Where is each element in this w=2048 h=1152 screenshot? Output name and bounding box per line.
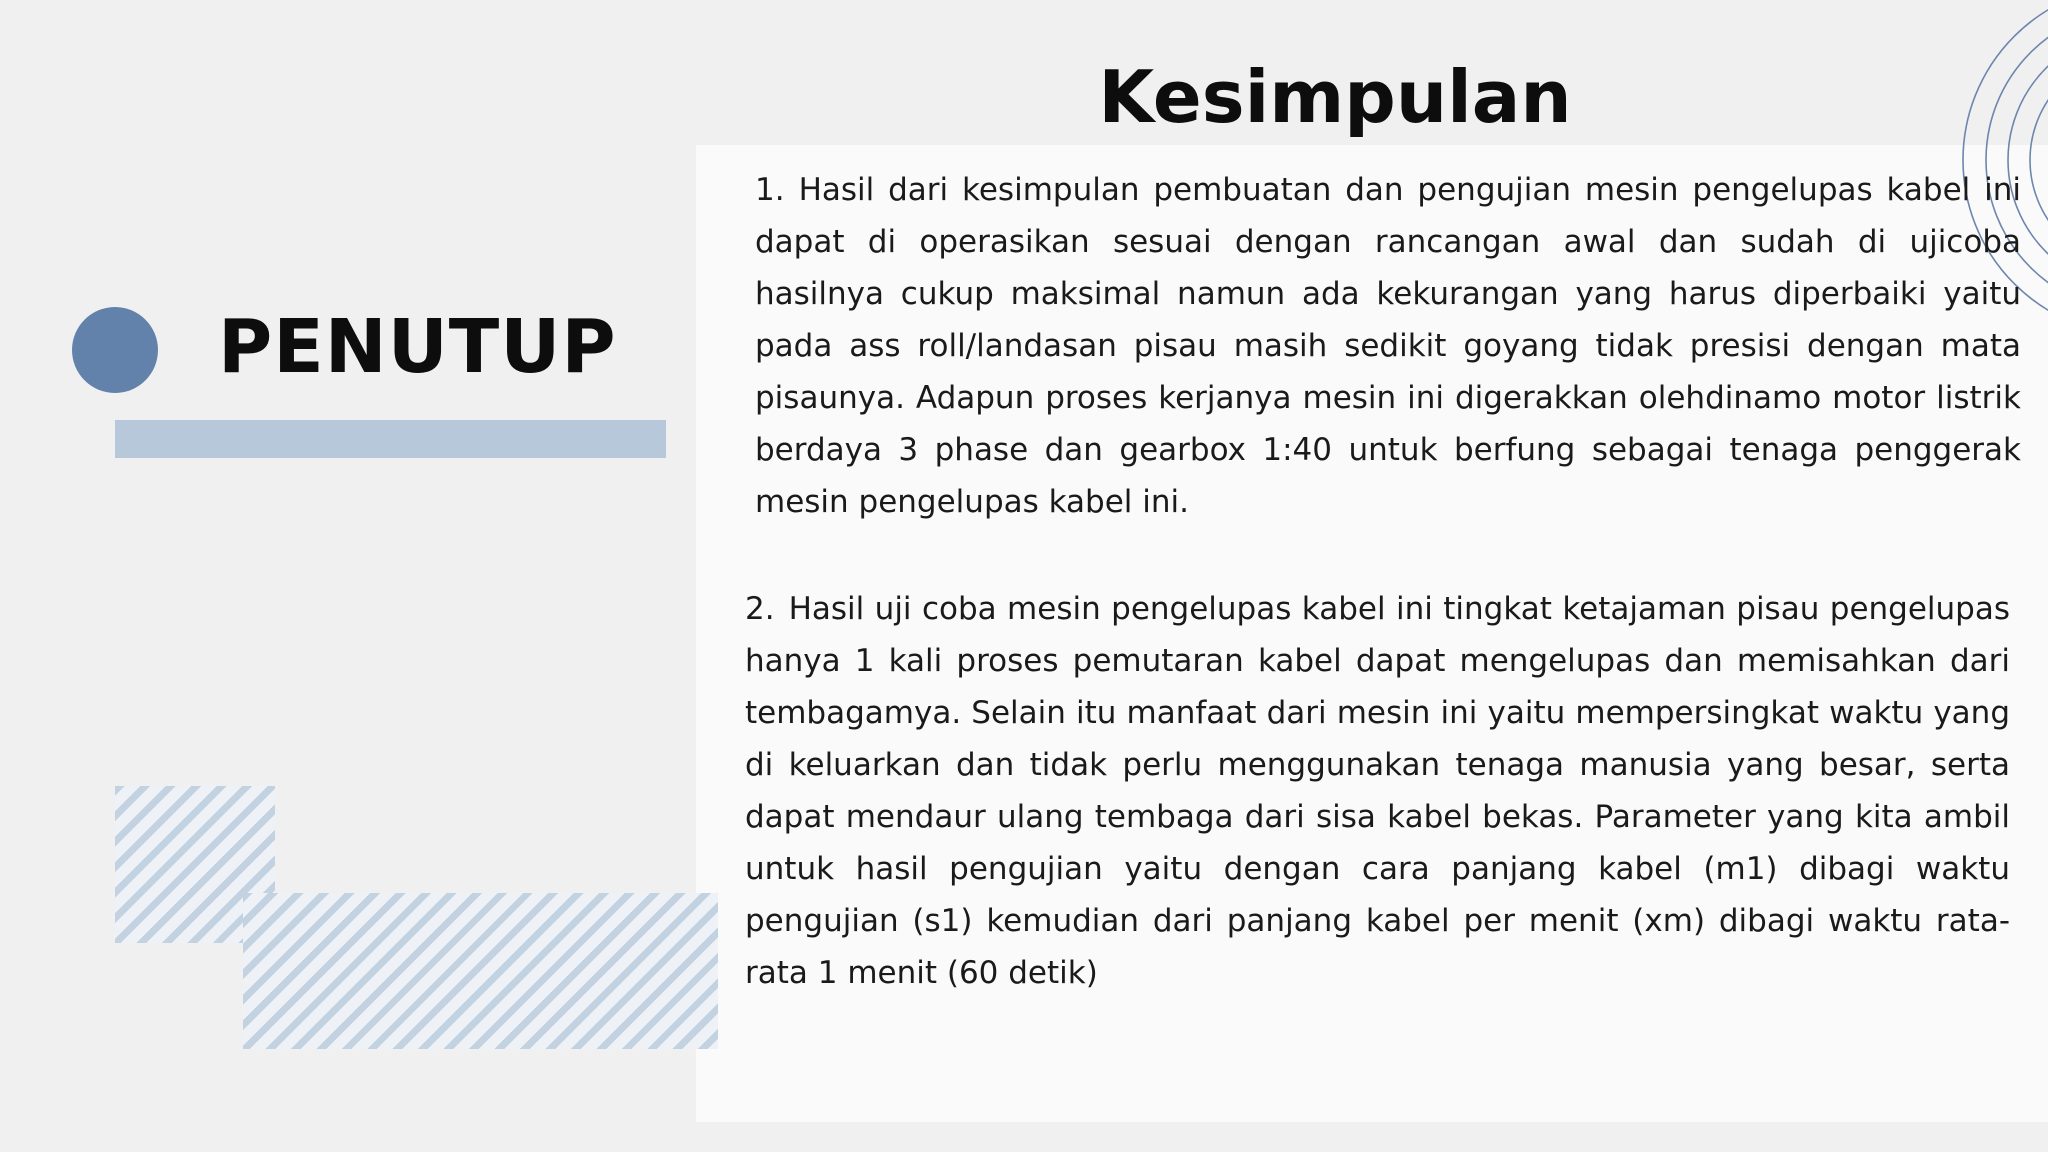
point-text: Hasil uji coba mesin pengelupas kabel ini tingkat ketajaman pisau pengelupas hanya 1 kali proses pemutaran kabel dapat mengelupas dan memisahkan dari tembagamya. Selain itu manfaat dari mesin ini yaitu mempersingkat waktu yang di keluarkan dan tidak perlu menggunakan tenaga manusia yang besar, serta dapat mendaur ulang tembaga dari sisa kabel bekas. Parameter yang kita ambil untuk hasil pengujian yaitu dengan cara panjang kabel (m1) dibagi waktu pengujian (s1) kemudian dari panjang kabel per menit (xm) dibagi waktu rata-rata 1 menit (60 detik) (745, 591, 2010, 991)
point-text: Hasil dari kesimpulan pembuatan dan pengujian mesin pengelupas kabel ini dapat di operasikan sesuai dengan rancangan awal dan sudah di ujicoba hasilnya cukup maksimal namun ada kekurangan yang harus diperbaiki yaitu pada ass roll/landasan pisau masih sedikit goyang tidak presisi dengan mata pisaunya. Adapun proses kerjanya mesin ini digerakkan olehdinamo motor listrik berdaya 3 phase dan gearbox 1:40 untuk berfung sebagai tenaga penggerak mesin pengelupas kabel ini. (755, 172, 2021, 520)
section-bullet-dot (72, 307, 158, 393)
point-number: 2. (745, 591, 775, 627)
point-number: 1. (755, 172, 785, 208)
section-underline-bar (115, 420, 666, 458)
decorative-hatch-block-wide (243, 893, 718, 1049)
conclusion-point-1 (755, 164, 2021, 528)
conclusion-point-2 (745, 583, 2010, 999)
section-heading: PENUTUP (218, 304, 617, 390)
slide-title: Kesimpulan (1098, 55, 1572, 139)
